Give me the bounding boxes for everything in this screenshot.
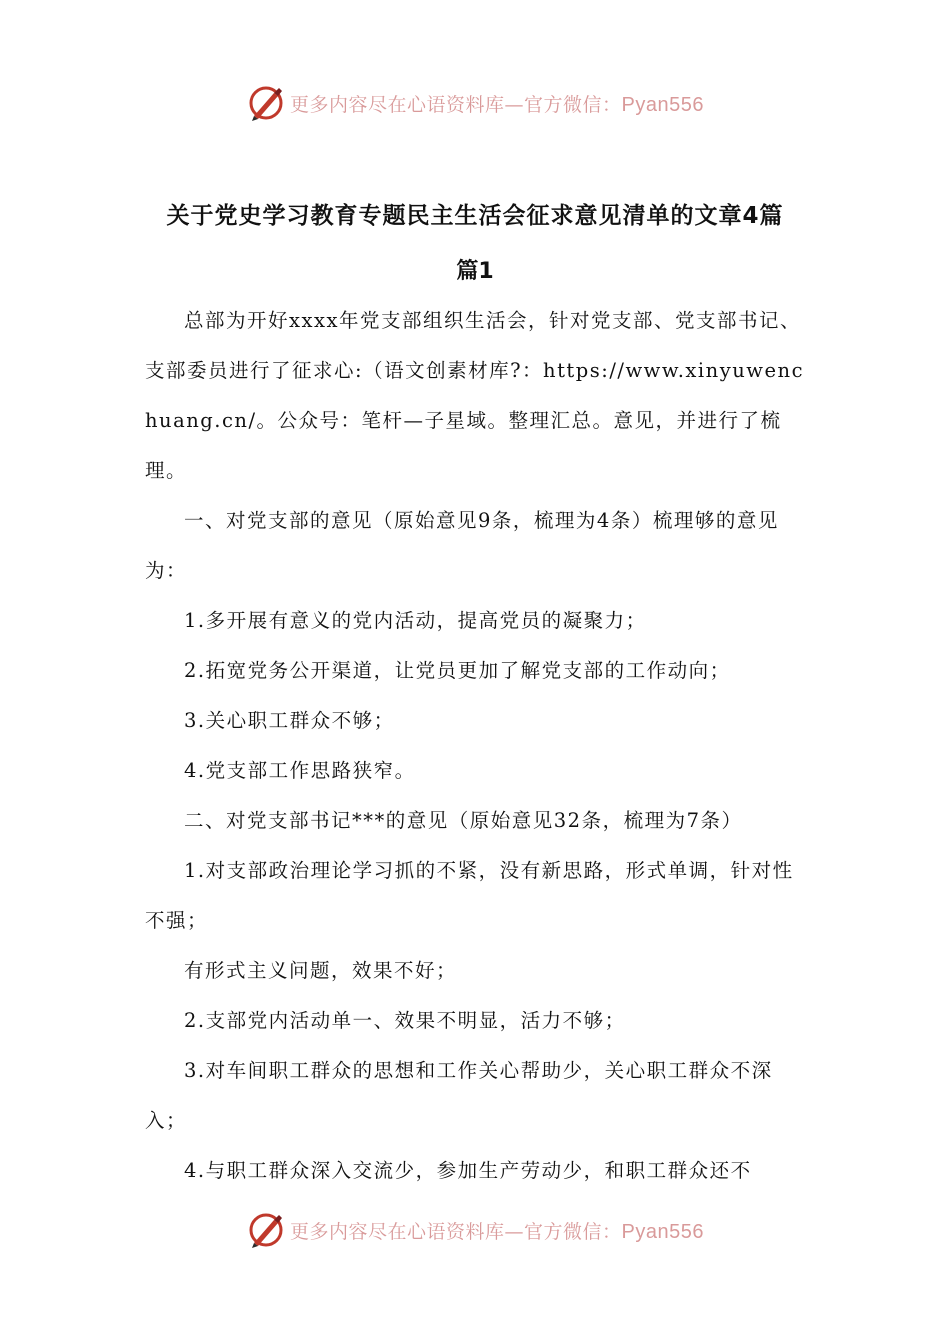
banner-text: 更多内容尽在心语资料库—官方微信：Pyan556	[290, 93, 704, 116]
paragraph: 二、对党支部书记***的意见（原始意见32条，梳理为7条）	[184, 809, 743, 832]
paragraph: 4.党支部工作思路狭窄。	[184, 759, 416, 782]
paragraph: 4.与职工群众深入交流少，参加生产劳动少，和职工群众还不	[184, 1159, 752, 1182]
document-title: 关于党史学习教育专题民主生活会征求意见清单的文章4篇	[166, 203, 784, 229]
paragraph: 总部为开好xxxx年党支部组织生活会，针对党支部、党支部书记、支部委员进行了征求心:（语文创素材库?：https://www.xinyuwenchuang.cn/。公众号：笔杆—子星域。整理汇总。意见，并进行了梳理。	[145, 309, 804, 482]
paragraph: 1.多开展有意义的党内活动，提高党员的凝聚力；	[184, 609, 647, 632]
paragraph: 2.支部党内活动单一、效果不明显，活力不够；	[184, 1009, 626, 1032]
paragraph: 3.关心职工群众不够；	[184, 709, 395, 732]
paragraph: 3.对车间职工群众的思想和工作关心帮助少，关心职工群众不深入；	[145, 1059, 773, 1132]
paragraph: 有形式主义问题，效果不好；	[184, 959, 458, 982]
footer-banner	[0, 1208, 950, 1252]
document-body	[145, 296, 807, 1196]
paragraph: 2.拓宽党务公开渠道，让党员更加了解党支部的工作动向；	[184, 659, 731, 682]
banner-text: 更多内容尽在心语资料库—官方微信：Pyan556	[290, 1220, 704, 1243]
pen-logo-icon	[246, 83, 286, 123]
pen-logo-icon	[246, 1210, 286, 1250]
header-banner	[0, 81, 950, 125]
paragraph: 1.对支部政治理论学习抓的不紧，没有新思路，形式单调，针对性不强；	[145, 859, 794, 932]
document-subtitle: 篇1	[456, 259, 494, 284]
paragraph: 一、对党支部的意见（原始意见9条，梳理为4条）梳理够的意见为：	[145, 509, 779, 582]
